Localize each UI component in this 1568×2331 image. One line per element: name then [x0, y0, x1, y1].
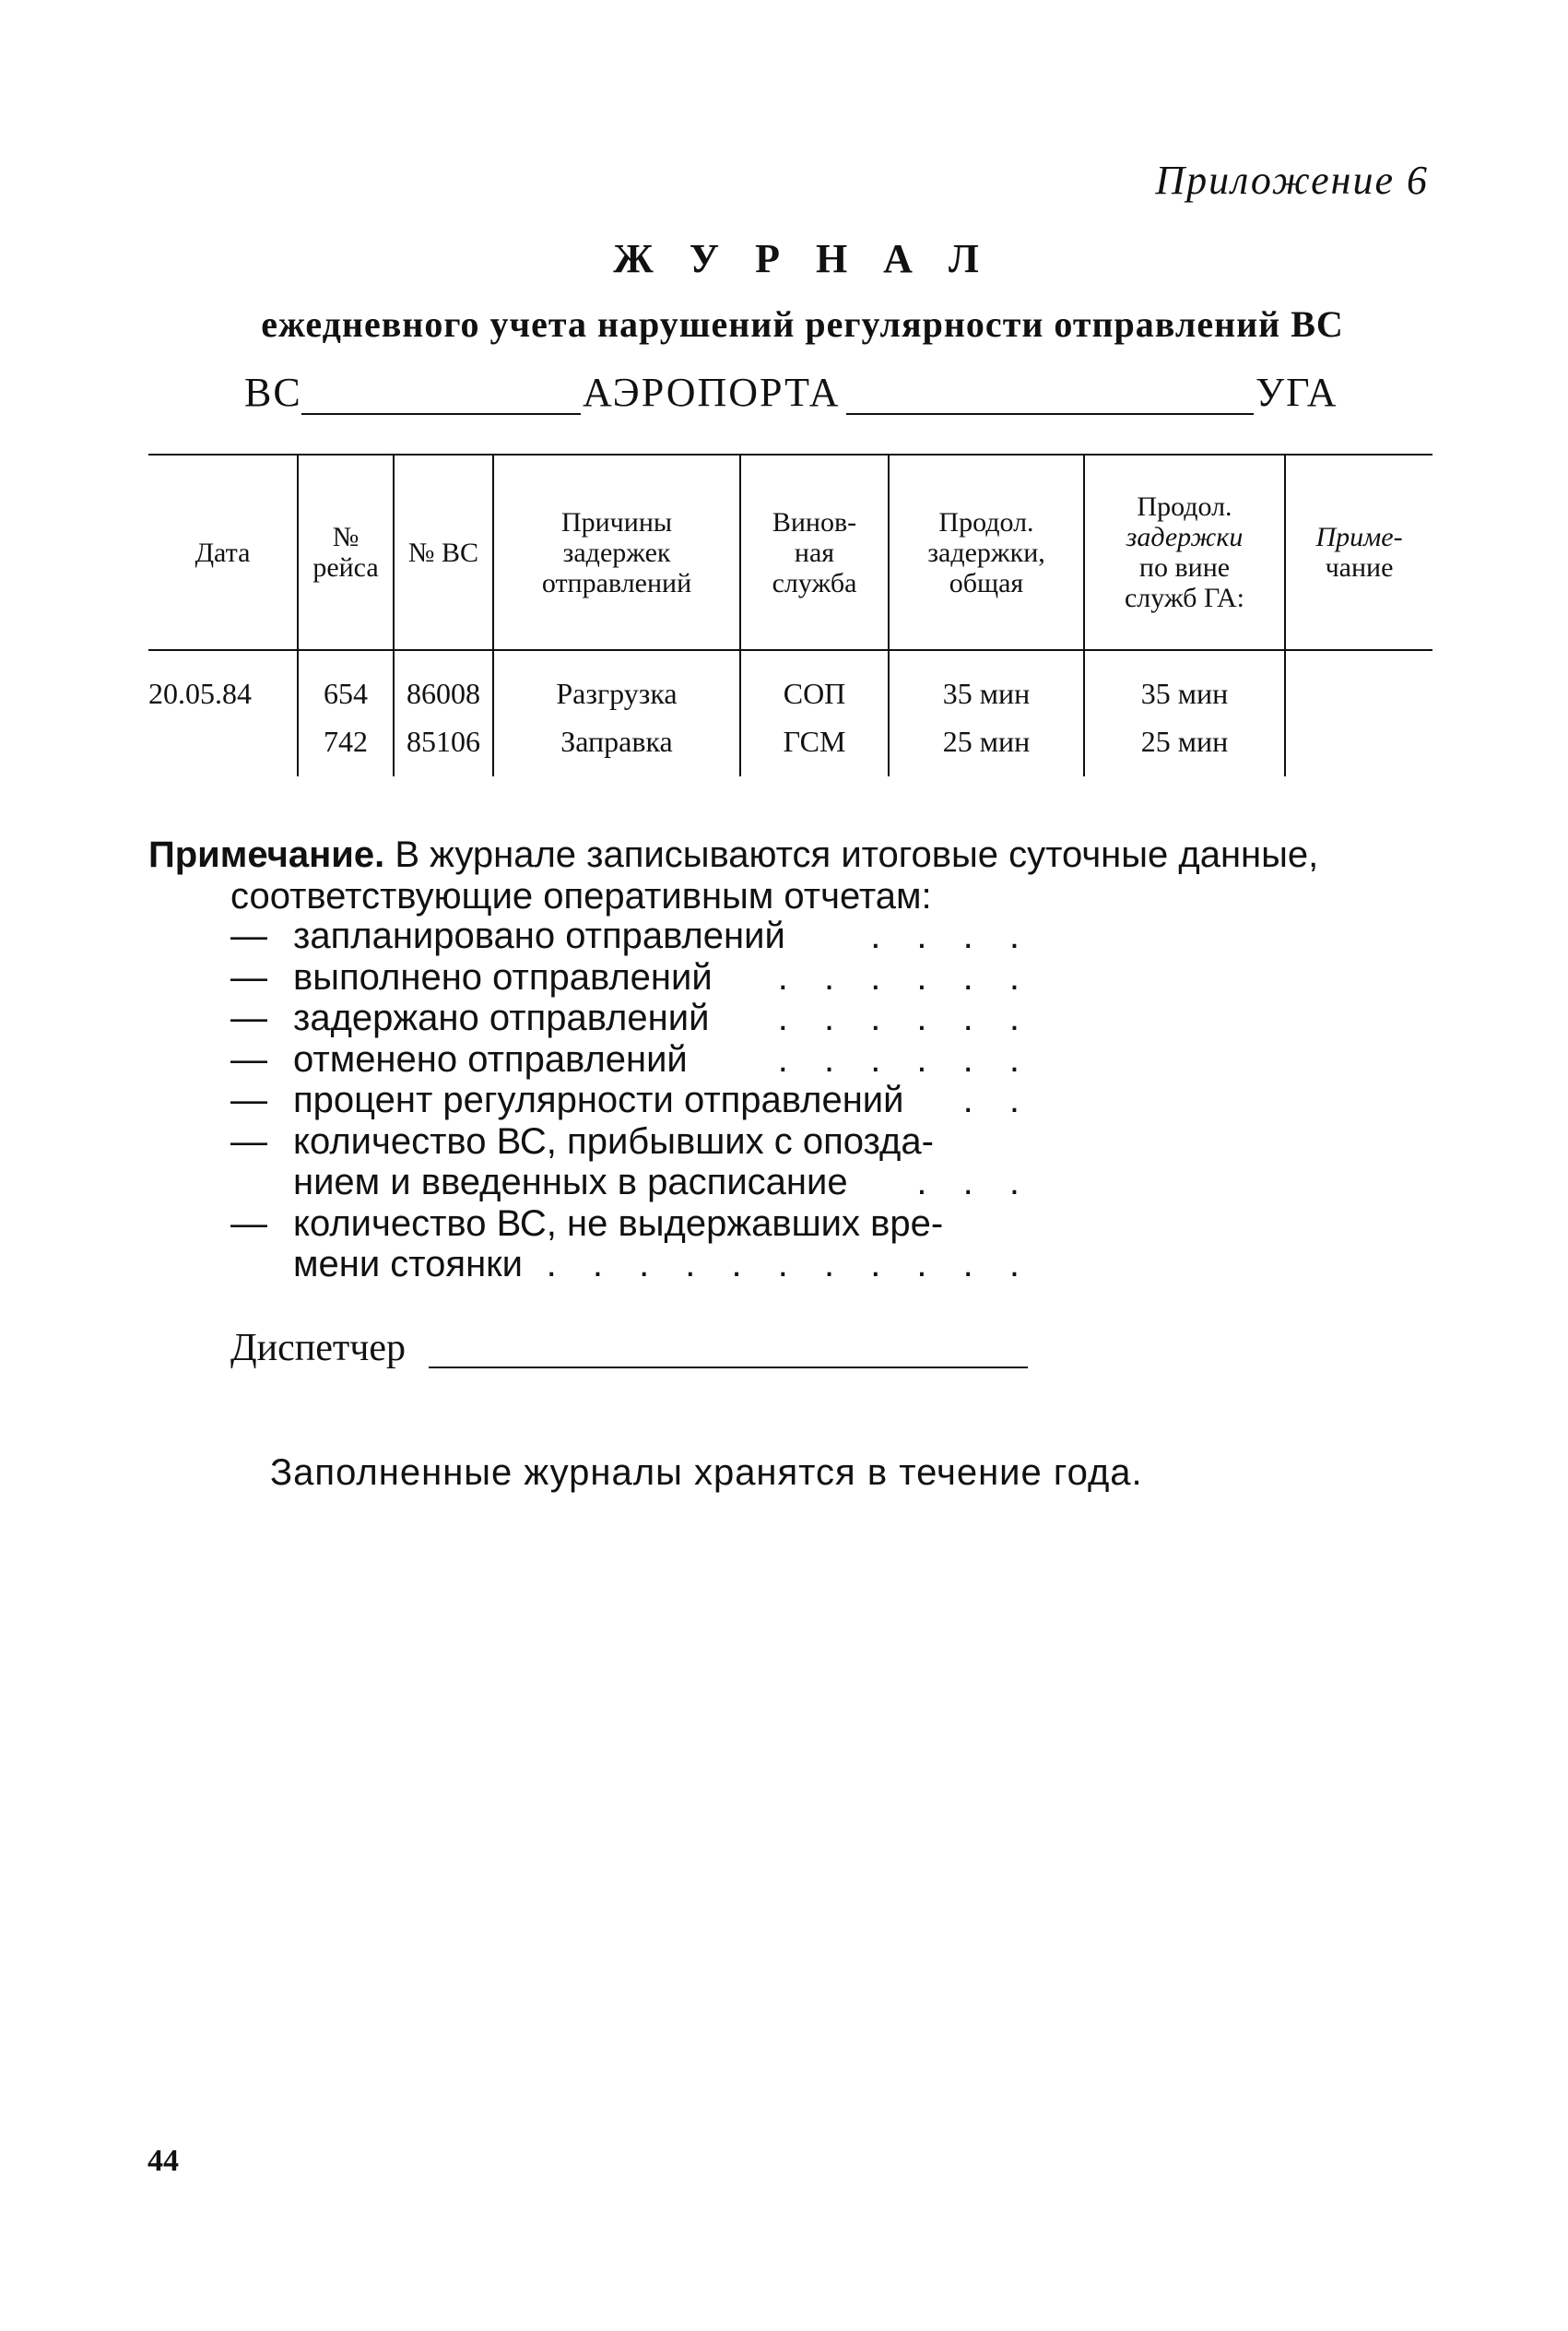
header-delay-total: Продол. задержки, общая [889, 455, 1084, 650]
journal-title: Ж У Р Н А Л [613, 236, 992, 281]
appendix-label: Приложение 6 [1155, 158, 1429, 203]
cell-flight-no: 654 742 [298, 650, 394, 776]
header-guilty-service: Винов- ная служба [740, 455, 889, 650]
cell-delay-ga: 35 мин 25 мин [1084, 650, 1285, 776]
list-item: — выполнено отправлений . . . . . . [230, 956, 1032, 998]
cell-reasons: Разгрузка Заправка [493, 650, 740, 776]
header-note: Приме- чание [1285, 455, 1432, 650]
header-aircraft-no: № ВС [394, 455, 493, 650]
list-item: — отменено отправлений . . . . . . [230, 1038, 1032, 1080]
note-paragraph [148, 834, 1434, 875]
page-number: 44 [147, 2144, 179, 2178]
note-items-list [230, 916, 1032, 1285]
airport-label: АЭРОПОРТА [583, 370, 841, 415]
list-item: нием и введенных в расписание . . . [293, 1162, 1032, 1202]
list-item: — количество ВС, не выдержавших вре- [230, 1202, 944, 1244]
header-flight-no: № рейса [298, 455, 394, 650]
table-header-row [148, 455, 1432, 650]
note-line2: соответствующие оперативным отчетам: [230, 876, 932, 917]
note-line1: В журнале записываются итоговые суточные данные, [395, 834, 1319, 875]
airport-blank-line [846, 413, 1254, 415]
uga-label: УГА [1256, 370, 1338, 415]
cell-aircraft-no: 86008 85106 [394, 650, 493, 776]
journal-table [148, 454, 1432, 776]
list-item: — процент регулярности отправлений . . [230, 1080, 1032, 1120]
header-date: Дата [148, 455, 298, 650]
bs-blank-line [301, 413, 581, 415]
bs-label: ВС [244, 370, 302, 415]
cell-delay-total: 35 мин 25 мин [889, 650, 1084, 776]
cell-note [1285, 650, 1432, 776]
header-reasons: Причины задержек отправлений [493, 455, 740, 650]
note-heading: Примечание. [148, 834, 385, 875]
table-row [148, 650, 1432, 776]
list-item: мени стоянки . . . . . . . . . . . [293, 1244, 1032, 1284]
dispatcher-signature-line [429, 1367, 1028, 1368]
header-delay-ga: Продол. задержки по вине служб ГА: [1084, 455, 1285, 650]
cell-guilty-service: СОП ГСМ [740, 650, 889, 776]
journal-subtitle: ежедневного учета нарушений регулярности отправлений ВС [261, 303, 1344, 345]
storage-note: Заполненные журналы хранятся в течение года. [270, 1452, 1143, 1493]
cell-date: 20.05.84 [148, 677, 252, 710]
list-item: — задержано отправлений . . . . . . [230, 998, 1032, 1038]
dispatcher-label: Диспетчер [230, 1327, 407, 1369]
list-item: — количество ВС, прибывших с опозда- [230, 1120, 934, 1162]
list-item: — запланировано отправлений . . . . [230, 916, 1032, 956]
